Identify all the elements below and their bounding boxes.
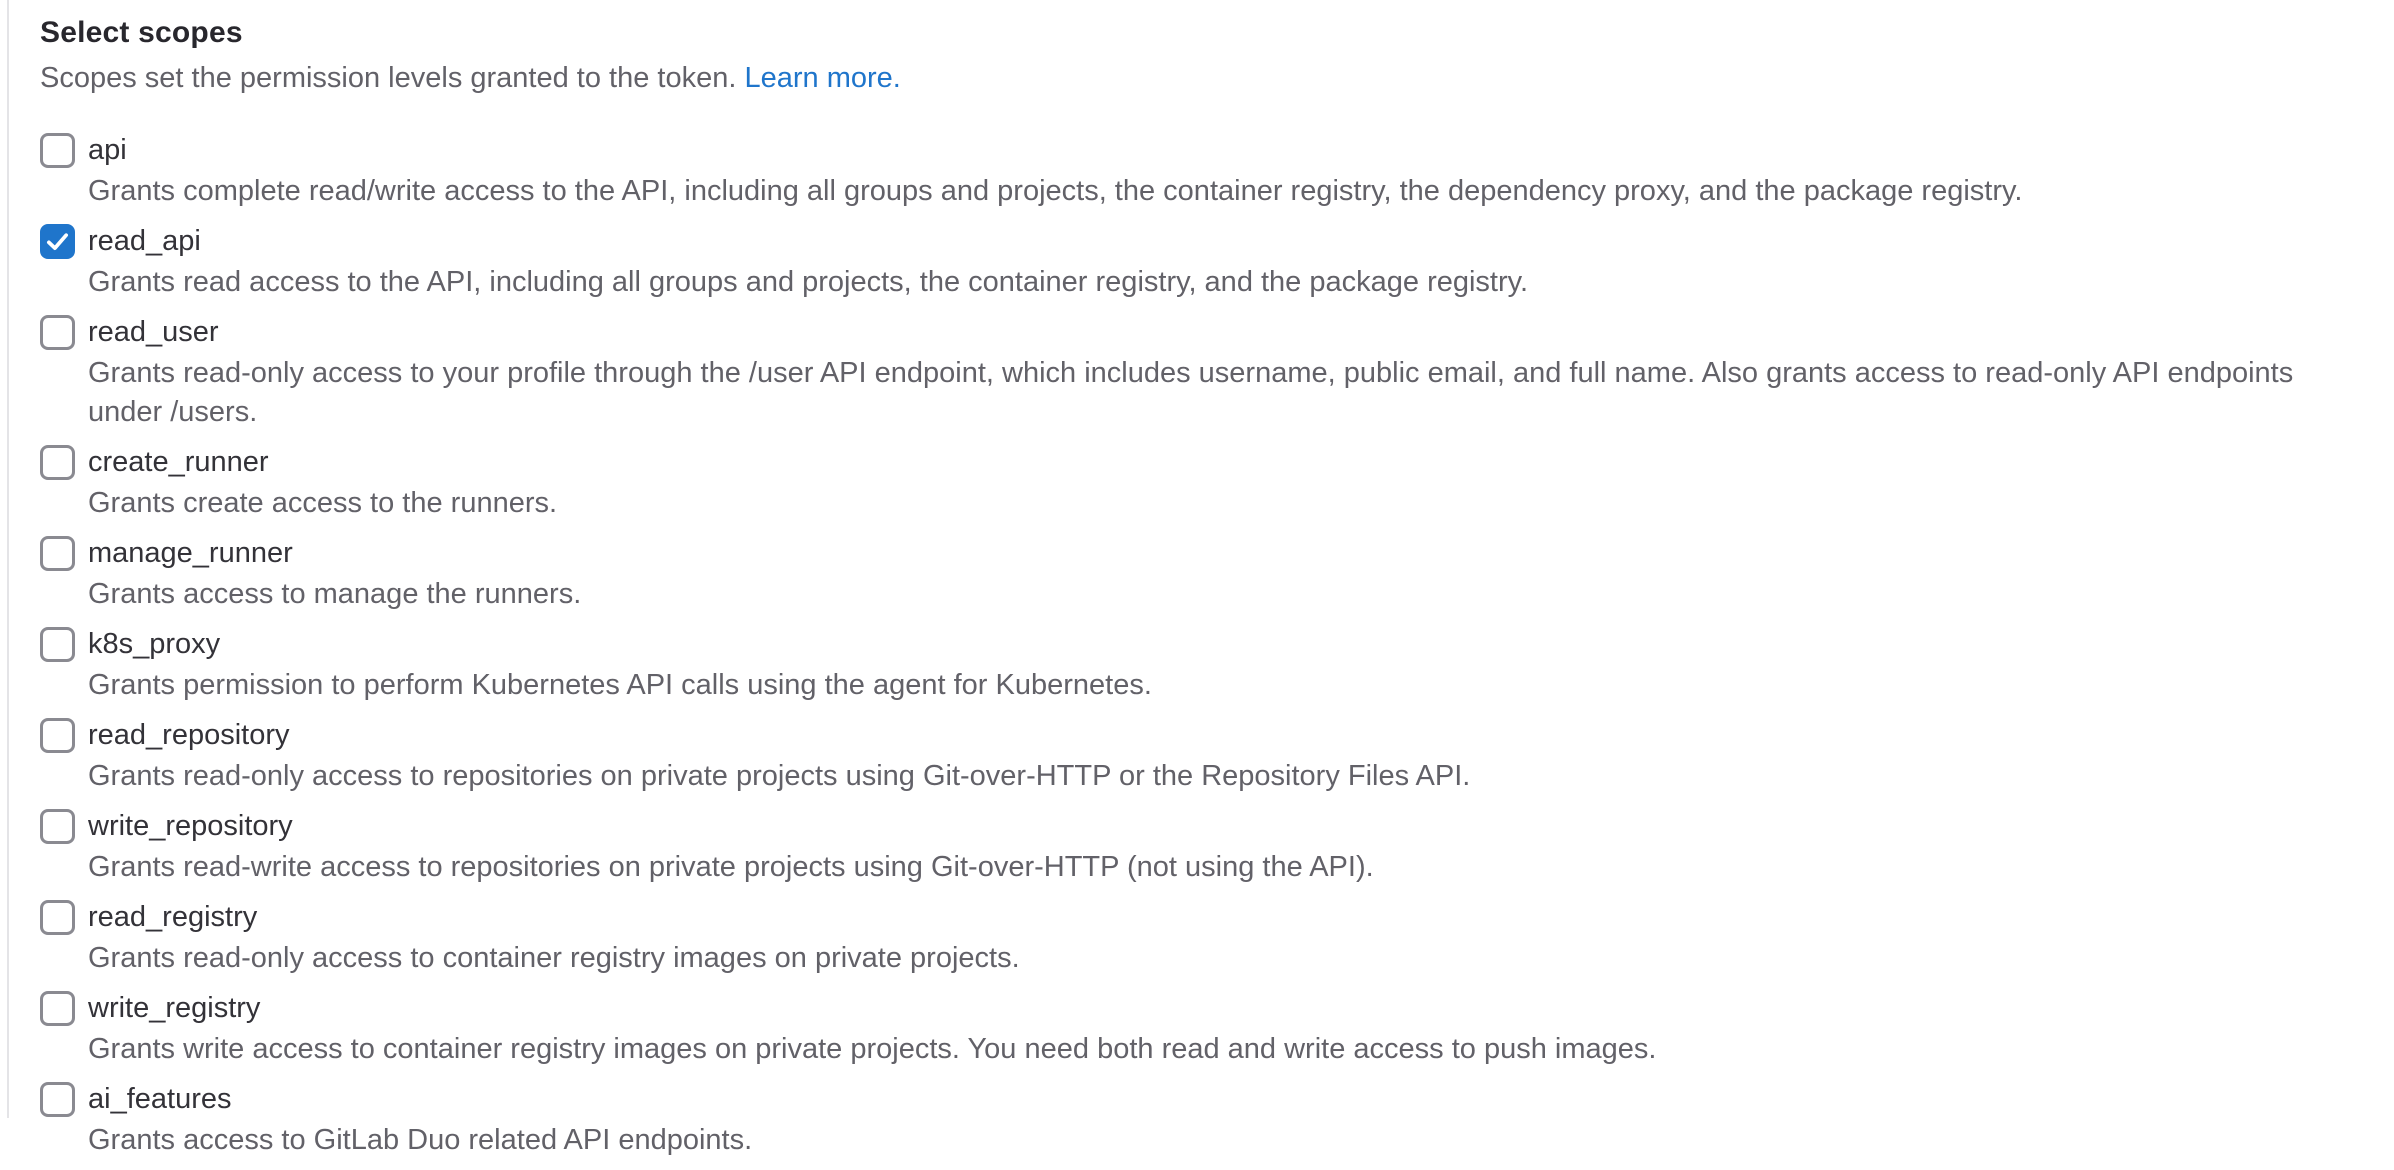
scope-description: Grants read-only access to container registry images on private projects. (88, 939, 2370, 978)
scope-label-row[interactable] (40, 130, 2370, 170)
scope-name: create_runner (88, 442, 269, 482)
scope-name: read_user (88, 312, 219, 352)
section-title: Select scopes (40, 14, 2370, 52)
scope-item-k8s_proxy (40, 624, 2370, 705)
scope-description: Grants complete read/write access to the API, including all groups and projects, the container registry, the dependency proxy, and the package registry. (88, 172, 2370, 211)
scope-name: api (88, 130, 127, 170)
scope-item-read_api (40, 221, 2370, 302)
scope-checkbox-manage_runner[interactable] (40, 536, 75, 571)
scope-label-row[interactable] (40, 1079, 2370, 1119)
scope-checkbox-read_registry[interactable] (40, 900, 75, 935)
scope-description: Grants permission to perform Kubernetes API calls using the agent for Kubernetes. (88, 666, 2370, 705)
scope-checkbox-read_api[interactable] (40, 224, 75, 259)
scope-name: write_repository (88, 806, 293, 846)
scope-name: ai_features (88, 1079, 232, 1119)
scope-checkbox-api[interactable] (40, 133, 75, 168)
scope-label-row[interactable] (40, 533, 2370, 573)
scope-name: read_registry (88, 897, 257, 937)
scope-item-read_registry (40, 897, 2370, 978)
scope-checkbox-ai_features[interactable] (40, 1082, 75, 1117)
scope-checkbox-write_repository[interactable] (40, 809, 75, 844)
checkmark-icon (46, 230, 69, 253)
scope-item-ai_features (40, 1079, 2370, 1160)
scope-name: read_repository (88, 715, 290, 755)
scope-item-manage_runner (40, 533, 2370, 614)
scope-checkbox-k8s_proxy[interactable] (40, 627, 75, 662)
scope-checkbox-write_registry[interactable] (40, 991, 75, 1026)
scope-description: Grants create access to the runners. (88, 484, 2370, 523)
scopes-list (40, 130, 2370, 1160)
scope-name: write_registry (88, 988, 260, 1028)
scope-label-row[interactable] (40, 221, 2370, 261)
scope-label-row[interactable] (40, 988, 2370, 1028)
scope-label-row[interactable] (40, 312, 2370, 352)
scope-item-api (40, 130, 2370, 211)
scope-description: Grants access to GitLab Duo related API endpoints. (88, 1121, 2370, 1160)
scope-description: Grants write access to container registry images on private projects. You need both read and write access to push images. (88, 1030, 2370, 1069)
scope-item-read_repository (40, 715, 2370, 796)
learn-more-link[interactable]: Learn more. (744, 62, 900, 94)
scope-label-row[interactable] (40, 624, 2370, 664)
scope-description: Grants read-only access to repositories on private projects using Git-over-HTTP or the Repository Files API. (88, 757, 2370, 796)
scope-label-row[interactable] (40, 442, 2370, 482)
scope-item-write_registry (40, 988, 2370, 1069)
scope-description: Grants access to manage the runners. (88, 575, 2370, 614)
scope-name: k8s_proxy (88, 624, 220, 664)
scope-item-write_repository (40, 806, 2370, 887)
panel-left-border (7, 0, 9, 1118)
scope-checkbox-read_repository[interactable] (40, 718, 75, 753)
scope-name: manage_runner (88, 533, 293, 573)
scope-label-row[interactable] (40, 806, 2370, 846)
scopes-help-text: Scopes set the permission levels granted to the token. (40, 62, 736, 94)
scope-item-read_user (40, 312, 2370, 432)
scope-label-row[interactable] (40, 897, 2370, 937)
scope-description: Grants read access to the API, including all groups and projects, the container registry, and the package registry. (88, 263, 2370, 302)
scope-description: Grants read-only access to your profile through the /user API endpoint, which includes username, public email, and full name. Also grants access to read-only API endpoints under /users. (88, 354, 2370, 432)
scope-checkbox-create_runner[interactable] (40, 445, 75, 480)
scope-label-row[interactable] (40, 715, 2370, 755)
scope-item-create_runner (40, 442, 2370, 523)
scope-checkbox-read_user[interactable] (40, 315, 75, 350)
scope-name: read_api (88, 221, 201, 261)
section-help-text (40, 58, 2370, 98)
select-scopes-section (40, 14, 2370, 1170)
scope-description: Grants read-write access to repositories on private projects using Git-over-HTTP (not using the API). (88, 848, 2370, 887)
